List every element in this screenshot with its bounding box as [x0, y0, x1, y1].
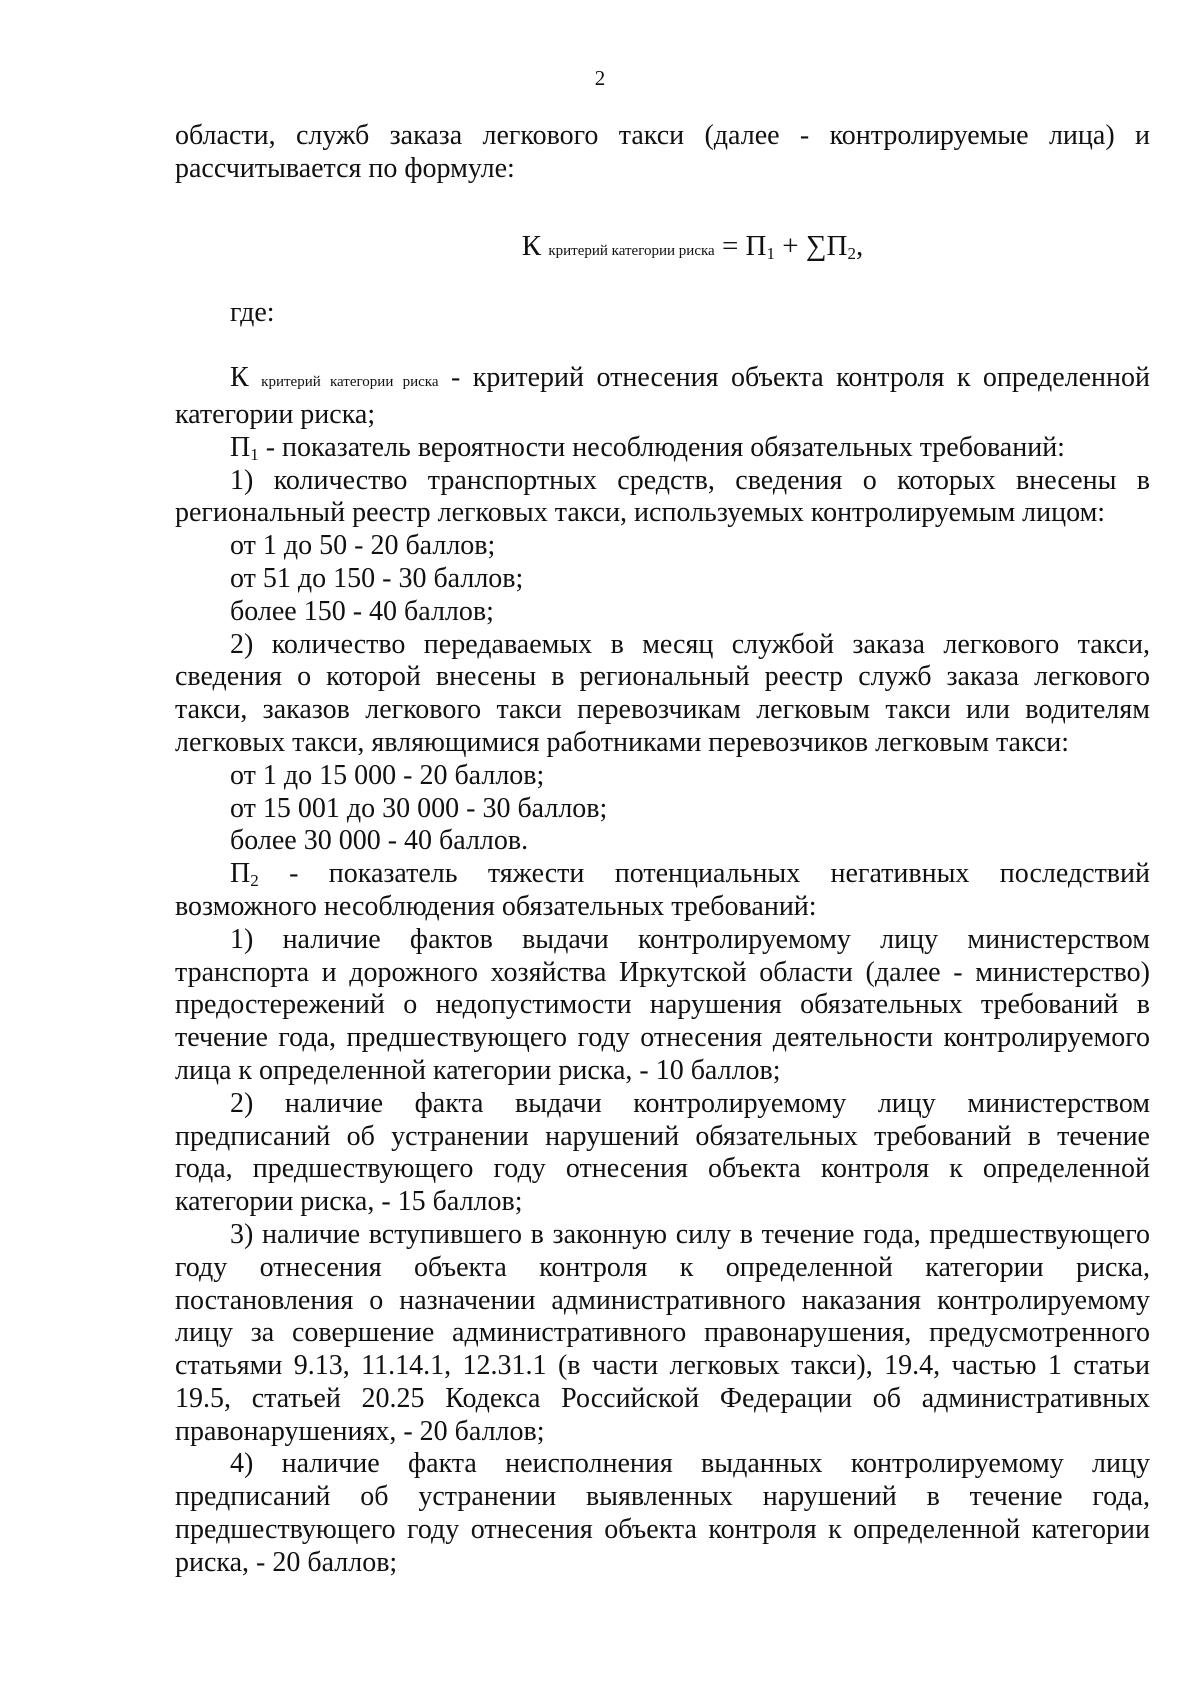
- p2-item-2: 2) наличие факта выдачи контролируемому лицу министерством предписаний об устранении нарушений обязательных требований в течение года, предшествующего году отнесения объекта контроля к определенной категории риска, - 15 баллов;: [175, 1087, 1150, 1218]
- definition-k: [175, 362, 1150, 432]
- p1-index: 1: [250, 444, 259, 464]
- formula-part-2: + ∑П: [775, 229, 848, 262]
- p1-item-1: 1) количество транспортных средств, сведения о которых внесены в региональный реестр легковых такси, используемых контролируемым лицом:: [175, 464, 1150, 529]
- formula-end: ,: [856, 229, 864, 262]
- intro-paragraph: области, служб заказа легкового такси (далее - контролируемые лица) и рассчитывается по формуле:: [175, 120, 1150, 184]
- p1-item-1-range-3: более 150 - 40 баллов;: [230, 595, 494, 627]
- formula-index-1: 1: [766, 243, 776, 263]
- definition-p1: [175, 432, 1150, 465]
- p2-item-4: 4) наличие факта неисполнения выданных контролируемому лицу предписаний об устранении выявленных нарушений в течение года, предшествующего году отнесения объекта контроля к определенной категории риска, - 20 баллов;: [175, 1448, 1150, 1578]
- p1-item-1-range-1: от 1 до 50 - 20 баллов;: [230, 530, 496, 562]
- definition-p2: [175, 858, 1150, 924]
- p1-letter: П: [230, 431, 251, 463]
- p1-item-2: 2) количество передаваемых в месяц службой заказа легкового такси, сведения о которой внесены в региональный реестр служб заказа легкового такси, заказов легкового такси перевозчикам легковым такси или водителям легковых такси, являющимися работниками перевозчиков легковым такси:: [175, 628, 1150, 758]
- p2-item-3: 3) наличие вступившего в законную силу в течение года, предшествующего году отнесения объекта контроля к определенной категории риска, постановления о назначении административного наказания контролируемому лицу за совершение административного правонарушения, предусмотренного статьями 9.13, 11.14.1, 12.31.1 (в части легковых такси), 19.4, частью 1 статьи 19.5, статьей 20.25 Кодекса Российской Федерации об административных правонарушениях, - 20 баллов;: [175, 1218, 1150, 1447]
- p1-item-2-range-2: от 15 001 до 30 000 - 30 баллов;: [230, 792, 608, 824]
- where-label: где:: [230, 297, 275, 329]
- p1-item-2-range-3: более 30 000 - 40 баллов.: [230, 825, 529, 857]
- p1-text: - показатель вероятности несоблюдения обязательных требований:: [258, 431, 1065, 463]
- p2-letter: П: [230, 858, 251, 890]
- formula-part-1: = П: [714, 229, 767, 262]
- definition-k-letter: К: [230, 362, 249, 394]
- p1-item-2-range-1: от 1 до 15 000 - 20 баллов;: [230, 759, 545, 791]
- p2-text: - показатель тяжести потенциальных негативных последствий возможного несоблюдения обязательных требований:: [175, 858, 1150, 922]
- risk-formula: [235, 230, 1150, 268]
- definition-k-subscript: критерий категории риска: [261, 374, 439, 391]
- definition-k-text: - критерий отнесения объекта контроля к определенной категории риска;: [175, 362, 1150, 430]
- page-number: 2: [594, 66, 606, 90]
- p2-index: 2: [250, 871, 259, 891]
- formula-k: К: [521, 229, 542, 262]
- formula-index-2: 2: [847, 243, 856, 263]
- p1-item-1-range-2: от 51 до 150 - 30 баллов;: [230, 562, 524, 594]
- p2-item-1: 1) наличие фактов выдачи контролируемому лицу министерством транспорта и дорожного хозяйства Иркутской области (далее - министерство) предостережений о недопустимости нарушения обязательных требований в течение года, предшествующего году отнесения деятельности контролируемого лица к определенной категории риска, - 10 баллов;: [175, 923, 1150, 1086]
- formula-subscript: критерий категории риска: [548, 242, 715, 259]
- document-body: [175, 120, 1150, 1580]
